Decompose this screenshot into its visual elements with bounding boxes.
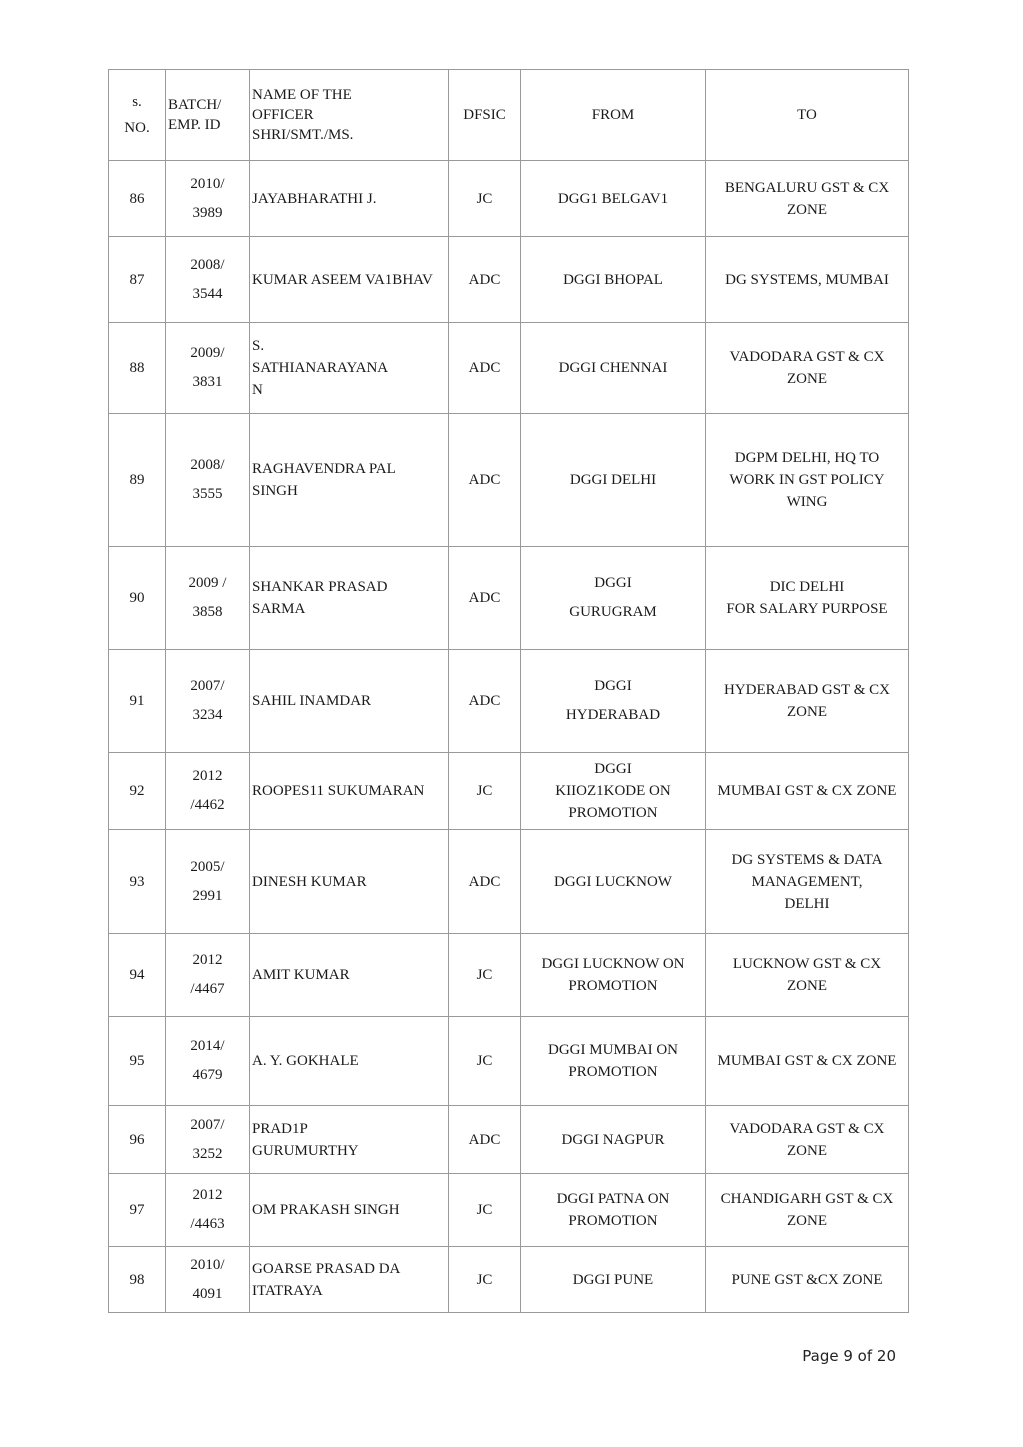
cell-sno: 95 xyxy=(109,1017,166,1106)
header-dfsic: DFSIC xyxy=(449,70,521,161)
cell-officer-name xyxy=(250,650,449,753)
page-number: Page 9 of 20 xyxy=(802,1347,896,1365)
cell-from-line: DGGI NAGPUR xyxy=(561,1131,665,1148)
cell-batch-emp-id xyxy=(166,414,250,547)
cell-sno: 98 xyxy=(109,1247,166,1313)
cell-batch-emp-id-line: 2010/ xyxy=(190,1256,225,1273)
cell-to-line: DG SYSTEMS & DATA xyxy=(731,851,883,868)
header-batch: BATCH/ EMP. ID xyxy=(166,70,250,161)
cell-to xyxy=(706,1174,909,1247)
cell-officer-name xyxy=(250,161,449,237)
table-row xyxy=(109,237,909,323)
cell-batch-emp-id xyxy=(166,161,250,237)
cell-batch-emp-id-line: 3234 xyxy=(192,707,223,723)
cell-batch-emp-id-line: 2007/ xyxy=(190,678,225,694)
cell-from-line: DGGI LUCKNOW xyxy=(554,873,672,890)
cell-dfsic: ADC xyxy=(449,547,521,650)
cell-officer-name xyxy=(250,1106,449,1174)
cell-from-line: GURUGRAM xyxy=(569,604,657,620)
cell-to xyxy=(706,830,909,934)
cell-batch-emp-id xyxy=(166,1174,250,1247)
cell-officer-name-line: SINGH xyxy=(252,483,298,499)
officer-transfer-table xyxy=(108,69,909,1313)
table-body xyxy=(109,161,909,1313)
cell-to-line: ZONE xyxy=(787,1142,827,1159)
cell-officer-name xyxy=(250,830,449,934)
cell-officer-name-line: A. Y. GOKHALE xyxy=(252,1053,359,1069)
table-row xyxy=(109,1247,909,1313)
cell-sno: 86 xyxy=(109,161,166,237)
cell-officer-name-line: GURUMURTHY xyxy=(252,1142,359,1159)
cell-sno: 90 xyxy=(109,547,166,650)
cell-to xyxy=(706,1106,909,1174)
table-row xyxy=(109,934,909,1017)
cell-from-line: DGGI BHOPAL xyxy=(563,271,663,288)
header-to: TO xyxy=(706,70,909,161)
table-row xyxy=(109,753,909,830)
cell-from-line: PROMOTION xyxy=(568,978,658,994)
cell-batch-emp-id-line: 4679 xyxy=(192,1067,223,1083)
cell-batch-emp-id-line: 2005/ xyxy=(190,858,225,875)
cell-to-line: DG SYSTEMS, MUMBAI xyxy=(725,271,889,288)
table-row xyxy=(109,161,909,237)
cell-to-line: ZONE xyxy=(787,371,827,387)
cell-sno: 97 xyxy=(109,1174,166,1247)
cell-batch-emp-id xyxy=(166,323,250,414)
cell-from-line: DGGI PATNA ON xyxy=(556,1191,670,1207)
cell-sno: 96 xyxy=(109,1106,166,1174)
cell-officer-name xyxy=(250,323,449,414)
cell-officer-name-line: SARMA xyxy=(252,601,306,617)
cell-to-line: PUNE GST &CX ZONE xyxy=(731,1271,883,1288)
cell-from xyxy=(521,237,706,323)
cell-to-line: HYDERABAD GST & CX xyxy=(724,682,890,698)
cell-batch-emp-id xyxy=(166,1017,250,1106)
cell-batch-emp-id-line: 3544 xyxy=(192,285,223,302)
cell-batch-emp-id xyxy=(166,753,250,830)
cell-from-line: PROMOTION xyxy=(568,1064,658,1080)
cell-batch-emp-id-line: 3989 xyxy=(192,204,223,221)
cell-sno: 89 xyxy=(109,414,166,547)
cell-officer-name-line: JAYABHARATHI J. xyxy=(252,190,377,207)
cell-officer-name-line: OM PRAKASH SINGH xyxy=(252,1202,400,1218)
cell-officer-name-line: RAGHAVENDRA PAL xyxy=(252,461,396,477)
cell-batch-emp-id-line: /4463 xyxy=(190,1216,225,1232)
cell-to xyxy=(706,323,909,414)
cell-from-line: DGGI xyxy=(594,575,632,591)
cell-officer-name xyxy=(250,1017,449,1106)
cell-batch-emp-id-line: 2991 xyxy=(192,887,223,904)
cell-sno: 92 xyxy=(109,753,166,830)
cell-batch-emp-id xyxy=(166,650,250,753)
cell-officer-name-line: GOARSE PRASAD DA xyxy=(252,1260,401,1277)
cell-dfsic: JC xyxy=(449,1017,521,1106)
cell-from xyxy=(521,161,706,237)
cell-from-line: DGGI PUNE xyxy=(572,1271,654,1288)
cell-officer-name-line: SATHIANARAYANA xyxy=(252,360,389,376)
cell-to-line: MANAGEMENT, xyxy=(751,873,863,890)
table-row xyxy=(109,414,909,547)
cell-to-line: FOR SALARY PURPOSE xyxy=(726,601,888,617)
cell-to-line: CHANDIGARH GST & CX xyxy=(720,1191,894,1207)
cell-sno: 88 xyxy=(109,323,166,414)
cell-from xyxy=(521,1106,706,1174)
cell-batch-emp-id-line: 2008/ xyxy=(190,457,225,473)
cell-from-line: DGGI DELHI xyxy=(569,472,657,488)
cell-batch-emp-id-line: 2012 xyxy=(192,952,223,968)
cell-to xyxy=(706,161,909,237)
cell-officer-name-line: SAHIL INAMDAR xyxy=(252,693,372,709)
cell-to-line: ZONE xyxy=(787,978,827,994)
cell-from xyxy=(521,547,706,650)
cell-batch-emp-id-line: /4467 xyxy=(190,981,225,997)
cell-to-line: MUMBAI GST & CX ZONE xyxy=(717,1053,897,1069)
cell-batch-emp-id-line: 2009/ xyxy=(190,345,225,361)
cell-batch-emp-id-line: /4462 xyxy=(190,797,225,813)
cell-officer-name-line: S. xyxy=(252,338,265,354)
table-row xyxy=(109,830,909,934)
cell-to-line: ZONE xyxy=(787,201,827,218)
cell-to xyxy=(706,1017,909,1106)
cell-officer-name-line: PRAD1P xyxy=(252,1120,308,1137)
cell-to-line: ZONE xyxy=(787,704,827,720)
cell-batch-emp-id xyxy=(166,830,250,934)
cell-officer-name-line: AMIT KUMAR xyxy=(252,967,350,983)
cell-dfsic: ADC xyxy=(449,237,521,323)
cell-batch-emp-id-line: 3555 xyxy=(192,486,223,502)
cell-to xyxy=(706,237,909,323)
cell-officer-name xyxy=(250,414,449,547)
cell-officer-name-line: SHANKAR PRASAD xyxy=(252,579,388,595)
cell-dfsic: JC xyxy=(449,1247,521,1313)
cell-to xyxy=(706,934,909,1017)
cell-from xyxy=(521,753,706,830)
cell-to xyxy=(706,650,909,753)
cell-dfsic: JC xyxy=(449,934,521,1017)
cell-from-line: PROMOTION xyxy=(568,1213,658,1229)
cell-dfsic: ADC xyxy=(449,830,521,934)
cell-batch-emp-id xyxy=(166,237,250,323)
cell-from xyxy=(521,830,706,934)
cell-to-line: WING xyxy=(786,494,828,510)
table-row xyxy=(109,1174,909,1247)
table-row xyxy=(109,650,909,753)
cell-to-line: VADODARA GST & CX xyxy=(729,1120,885,1137)
cell-to xyxy=(706,1247,909,1313)
cell-batch-emp-id xyxy=(166,547,250,650)
cell-from xyxy=(521,1247,706,1313)
table-row xyxy=(109,547,909,650)
cell-to-line: VADODARA GST & CX xyxy=(729,349,885,365)
cell-from xyxy=(521,934,706,1017)
cell-officer-name-line: KUMAR ASEEM VA1BHAV xyxy=(252,271,433,288)
cell-from-line: DGGI MUMBAI ON xyxy=(548,1042,678,1058)
cell-dfsic: JC xyxy=(449,161,521,237)
table-row xyxy=(109,1017,909,1106)
cell-officer-name xyxy=(250,547,449,650)
cell-to-line: LUCKNOW GST & CX xyxy=(732,956,882,972)
cell-from xyxy=(521,1017,706,1106)
cell-officer-name-line: ITATRAYA xyxy=(252,1282,323,1299)
cell-from xyxy=(521,1174,706,1247)
cell-batch-emp-id-line: 3252 xyxy=(192,1145,223,1162)
cell-officer-name xyxy=(250,1174,449,1247)
cell-from-line: HYDERABAD xyxy=(565,707,661,723)
cell-sno: 87 xyxy=(109,237,166,323)
cell-batch-emp-id-line: 2008/ xyxy=(190,256,225,273)
cell-from xyxy=(521,650,706,753)
cell-dfsic: ADC xyxy=(449,323,521,414)
cell-to xyxy=(706,753,909,830)
cell-dfsic: ADC xyxy=(449,1106,521,1174)
table-header-row xyxy=(109,70,909,161)
cell-officer-name-line: N xyxy=(252,382,263,398)
table-row xyxy=(109,1106,909,1174)
cell-dfsic: JC xyxy=(449,1174,521,1247)
cell-to-line: DIC DELHI xyxy=(769,579,845,595)
cell-to-line: BENGALURU GST & CX xyxy=(724,179,890,196)
cell-to-line: DELHI xyxy=(784,895,830,912)
cell-sno: 91 xyxy=(109,650,166,753)
cell-batch-emp-id-line: 2012 xyxy=(192,768,223,784)
cell-batch-emp-id-line: 2009 / xyxy=(188,575,227,591)
cell-from-line: DGGI CHENNAI xyxy=(558,360,668,376)
cell-officer-name xyxy=(250,1247,449,1313)
header-from: FROM xyxy=(521,70,706,161)
cell-from-line: KIIOZ1KODE ON xyxy=(555,783,671,799)
cell-from-line: DGGI xyxy=(594,678,632,694)
cell-to xyxy=(706,547,909,650)
cell-dfsic: ADC xyxy=(449,650,521,753)
cell-batch-emp-id xyxy=(166,1247,250,1313)
cell-batch-emp-id-line: 3831 xyxy=(192,374,223,390)
cell-officer-name xyxy=(250,934,449,1017)
cell-batch-emp-id-line: 2014/ xyxy=(190,1038,225,1054)
cell-officer-name xyxy=(250,753,449,830)
cell-from xyxy=(521,414,706,547)
cell-batch-emp-id-line: 3858 xyxy=(192,604,223,620)
cell-dfsic: ADC xyxy=(449,414,521,547)
cell-sno: 93 xyxy=(109,830,166,934)
cell-batch-emp-id-line: 2010/ xyxy=(190,175,225,192)
cell-to-line: ZONE xyxy=(787,1213,827,1229)
cell-officer-name xyxy=(250,237,449,323)
cell-batch-emp-id xyxy=(166,1106,250,1174)
table-row xyxy=(109,323,909,414)
header-sno: s. NO. xyxy=(109,70,166,161)
cell-batch-emp-id-line: 2007/ xyxy=(190,1116,225,1133)
cell-to xyxy=(706,414,909,547)
cell-sno: 94 xyxy=(109,934,166,1017)
cell-from-line: DGGI LUCKNOW ON xyxy=(541,956,685,972)
cell-to-line: MUMBAI GST & CX ZONE xyxy=(717,783,897,799)
cell-from-line: DGG1 BELGAV1 xyxy=(557,190,669,207)
cell-batch-emp-id-line: 4091 xyxy=(192,1285,223,1302)
cell-from-line: PROMOTION xyxy=(568,805,658,821)
cell-to-line: DGPM DELHI, HQ TO xyxy=(734,450,880,466)
cell-officer-name-line: DINESH KUMAR xyxy=(252,873,367,890)
header-officer-name: NAME OF THE OFFICER SHRI/SMT./MS. xyxy=(250,70,449,161)
cell-dfsic: JC xyxy=(449,753,521,830)
cell-batch-emp-id xyxy=(166,934,250,1017)
cell-from-line: DGGI xyxy=(594,761,632,777)
cell-batch-emp-id-line: 2012 xyxy=(192,1187,223,1203)
cell-to-line: WORK IN GST POLICY xyxy=(729,472,885,488)
cell-from xyxy=(521,323,706,414)
cell-officer-name-line: ROOPES11 SUKUMARAN xyxy=(252,783,425,799)
